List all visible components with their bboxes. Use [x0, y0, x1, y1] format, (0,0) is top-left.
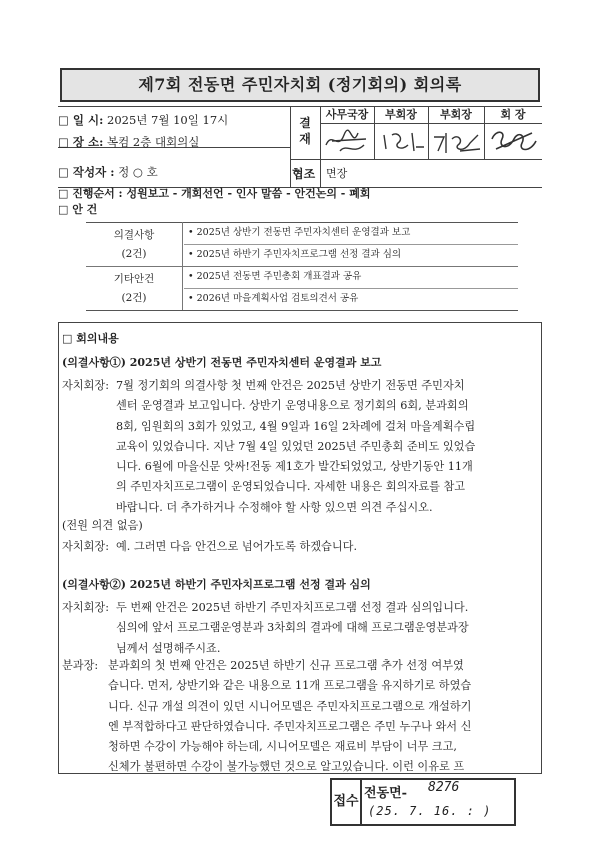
section-title-2: (의결사항②) 2025년 하반기 주민자치프로그램 선정 결과 심의: [62, 578, 371, 591]
speaker-label: 자치회장:: [62, 601, 109, 614]
speech-text: 분과회의 첫 번째 안건은 2025년 하반기 신규 프로그램 추가 선정 여부였 습니다. 먼저, 상반기와 같은 내용으로 11개 프로그램을 유지하기로 하였습 니다. 신규 개설 의견이 있던 시니어모델은 주민자치프로그램으로 개설하기 엔 부적합하다고 판단하였습니다. 주민자치프로그램은 주민 누구나 와서 신 청하면 수강이 가능해야 하는데, 시니어모델은 재료비 부담이 너무 크고, 신체가 불편하면 수강이 불가능했던 것으로 알고있습니다. 이런 이유로 프: [108, 659, 472, 774]
agenda-item: • 2026년 마을계획사업 검토의견서 공유: [188, 293, 359, 304]
agenda-table: [86, 222, 518, 310]
speech-block: [62, 656, 532, 780]
meeting-writer: □ 작성자 : 정 ○ 호: [58, 165, 158, 179]
signature-1: [322, 125, 372, 157]
receipt-number: 8276: [428, 780, 460, 795]
cooperation-label: 협조: [292, 167, 316, 181]
signature-4: [486, 125, 540, 157]
agenda-item: • 2025년 하반기 주민자치프로그램 선정 결과 심의: [188, 249, 402, 260]
agenda-category-2: 기타안건: [113, 273, 155, 285]
meeting-date: □ 일 시: 2025년 7월 10일 17시: [58, 113, 229, 127]
speech-text: 두 번째 안건은 2025년 하반기 주민자치프로그램 선정 결과 심의입니다. 심의에 앞서 프로그램운영분과 3차회의 결과에 대해 프로그램운영분과장 님께서 설명해주시죠.: [116, 601, 469, 655]
agenda-category-1: 의결사항: [113, 229, 155, 241]
signature-2: [378, 125, 426, 157]
approval-role-3: 부회장: [440, 108, 472, 121]
section-title-1: (의결사항①) 2025년 상반기 전동면 주민자치센터 운영결과 보고: [62, 356, 382, 369]
note-all-no-opinion: (전원 의견 없음): [62, 519, 143, 532]
speech-text: 7월 정기회의 의결사항 첫 번째 안건은 2025년 상반기 전동면 주민자치 센터 운영결과 보고입니다. 상반기 운영내용으로 정기회의 6회, 분과회의 8회, 임원회의 3회가 있었고, 4월 9일과 16일 2차례에 걸쳐 마을계획수립 교육이 있었습니다. 지난 7월 4일 있었던 2025년 주민총회 준비도 있었습 니다. 6월에 마을신문 앗싸!전동 제1호가 발간되었었고, 상반기동안 11개 의 주민자치프로그램이 운영되었습니다. 자세한 내용은 회의자료를 참고 바랍니다. 더 추가하거나 수정해야 할 사항 있으면 의견 주십시오.: [116, 379, 476, 514]
speech-block: [62, 376, 532, 522]
speaker-label: 자치회장:: [62, 540, 109, 553]
approval-role-4: 회 장: [500, 108, 526, 121]
agenda-label: □ 안 건: [58, 203, 98, 216]
procedure-line: □ 진행순서 : 성원보고 - 개회선언 - 인사 말씀 - 안건논의 - 폐회: [58, 187, 371, 200]
speech-text: 예. 그러면 다음 안건으로 넘어가도록 하겠습니다.: [116, 540, 358, 553]
meeting-info-block: [58, 106, 542, 186]
approval-role-1: 사무국장: [325, 108, 369, 121]
document-title: 제7회 전동면 주민자치회 (정기회의) 회의록: [60, 68, 540, 102]
speaker-label: 자치회장:: [62, 379, 109, 392]
meeting-place: □ 장 소: 복컴 2층 대회의실: [58, 135, 200, 149]
approval-label: 결재: [299, 116, 311, 146]
receipt-office: 전동면-: [364, 786, 408, 801]
receipt-date: (25. 7. 16. : ): [368, 804, 492, 818]
receipt-stamp: [330, 778, 516, 826]
approval-role-2: 부회장: [385, 108, 417, 121]
agenda-item: • 2025년 상반기 전동면 주민자치센터 운영결과 보고: [188, 227, 411, 238]
speech-block: [62, 598, 532, 660]
agenda-item: • 2025년 전동면 주민총회 개표결과 공유: [188, 271, 362, 282]
cooperation-value: 면장: [326, 167, 348, 180]
agenda-count-2: (2건): [121, 292, 147, 304]
agenda-count-1: (2건): [121, 248, 147, 260]
signature-3: [430, 125, 482, 157]
speaker-label: 분과장:: [62, 659, 99, 672]
minutes-title: □ 회의내용: [62, 332, 119, 345]
receipt-label: 접수: [332, 780, 362, 824]
